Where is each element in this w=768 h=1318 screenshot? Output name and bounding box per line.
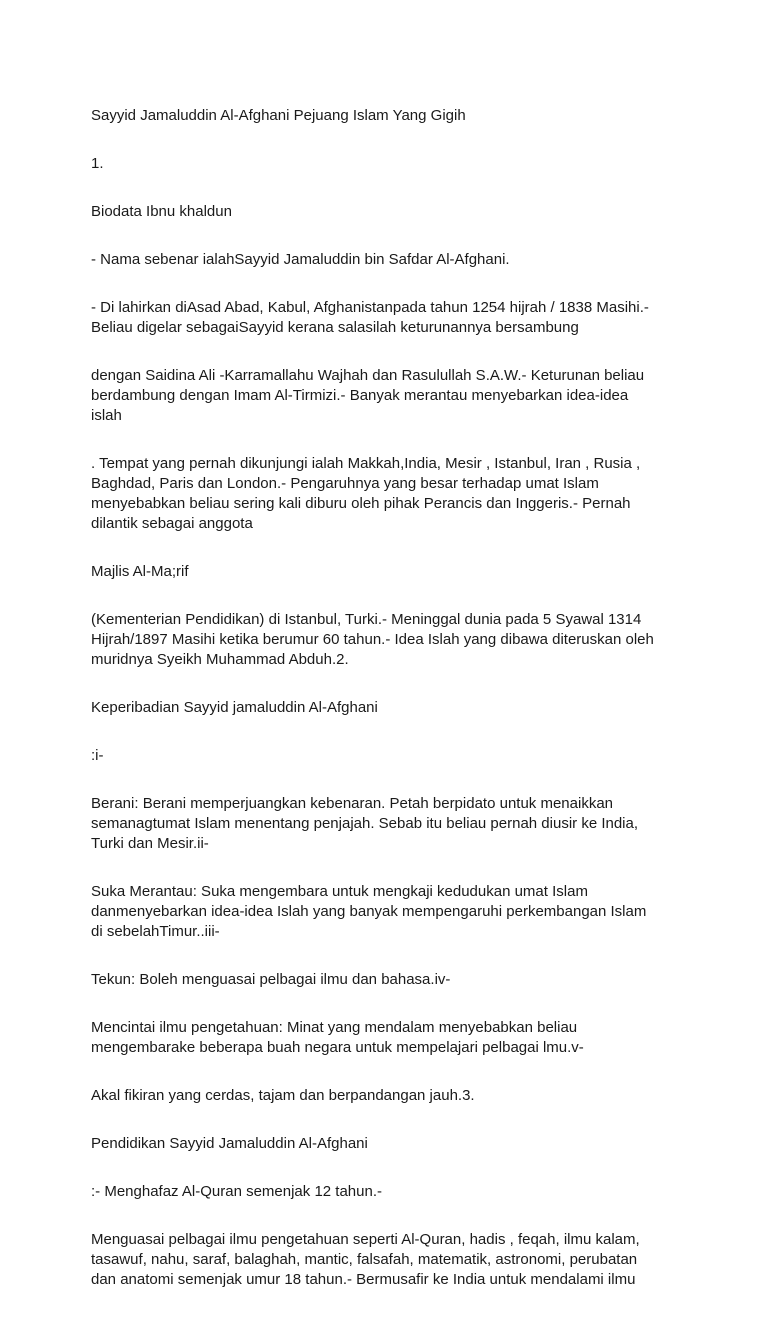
list-marker: :i- xyxy=(91,747,104,764)
paragraph: Tekun: Boleh menguasai pelbagai ilmu dan bahasa.iv- xyxy=(91,971,451,988)
section-heading-keperibadian: Keperibadian Sayyid jamaluddin Al-Afghani xyxy=(91,699,378,716)
paragraph: Berani: Berani memperjuangkan kebenaran. Petah berpidato untuk menaikkan semanagtumat Islam menentang penjajah. Sebab itu beliau pernah diusir ke India, Turki dan Mesir.ii- xyxy=(91,795,639,852)
paragraph: Akal fikiran yang cerdas, tajam dan berpandangan jauh.3. xyxy=(91,1087,475,1104)
section-heading-pendidikan: Pendidikan Sayyid Jamaluddin Al-Afghani xyxy=(91,1135,368,1152)
section-number: 1. xyxy=(91,155,104,172)
paragraph: Majlis Al-Ma;rif xyxy=(91,563,189,580)
paragraph: - Nama sebenar ialahSayyid Jamaluddin bin Safdar Al-Afghani. xyxy=(91,251,510,268)
paragraph: Menguasai pelbagai ilmu pengetahuan seperti Al-Quran, hadis , feqah, ilmu kalam, tasawuf, nahu, saraf, balaghah, mantic, falsafah, matematik, astronomi, perubatan dan anatomi semenjak umur 18 tahun.- Bermusafir ke India untuk mendalami ilmu xyxy=(91,1231,640,1288)
paragraph: Mencintai ilmu pengetahuan: Minat yang mendalam menyebabkan beliau mengembarake beberapa buah negara untuk mempelajari pelbagai lmu.v- xyxy=(91,1019,584,1056)
document-title: Sayyid Jamaluddin Al-Afghani Pejuang Islam Yang Gigih xyxy=(91,107,466,124)
paragraph: - Di lahirkan diAsad Abad, Kabul, Afghanistanpada tahun 1254 hijrah / 1838 Masihi.- Beliau digelar sebagaiSayyid kerana salasilah keturunannya bersambung xyxy=(91,299,649,336)
paragraph: dengan Saidina Ali -Karramallahu Wajhah dan Rasulullah S.A.W.- Keturunan beliau berdambung dengan Imam Al-Tirmizi.- Banyak merantau menyebarkan idea-idea islah xyxy=(91,367,645,424)
paragraph: (Kementerian Pendidikan) di Istanbul, Turki.- Meninggal dunia pada 5 Syawal 1314 Hijrah/1897 Masihi ketika berumur 60 tahun.- Idea Islah yang dibawa diteruskan oleh muridnya Syeikh Muhammad Abduh.2. xyxy=(91,611,654,668)
paragraph: . Tempat yang pernah dikunjungi ialah Makkah,India, Mesir , Istanbul, Iran , Rusia , Baghdad, Paris dan London.- Pengaruhnya yang besar terhadap umat Islam menyebabkan beliau sering kali diburu oleh pihak Perancis dan Inggeris.- Pernah dilantik sebagai anggota xyxy=(91,455,641,532)
paragraph: Suka Merantau: Suka mengembara untuk mengkaji kedudukan umat Islam danmenyebarkan idea-idea Islah yang banyak mempengaruhi perkembangan Islam di sebelahTimur..iii- xyxy=(91,883,647,940)
section-heading-biodata: Biodata Ibnu khaldun xyxy=(91,203,232,220)
document-page xyxy=(91,86,691,1318)
paragraph: :- Menghafaz Al-Quran semenjak 12 tahun.- xyxy=(91,1183,382,1200)
